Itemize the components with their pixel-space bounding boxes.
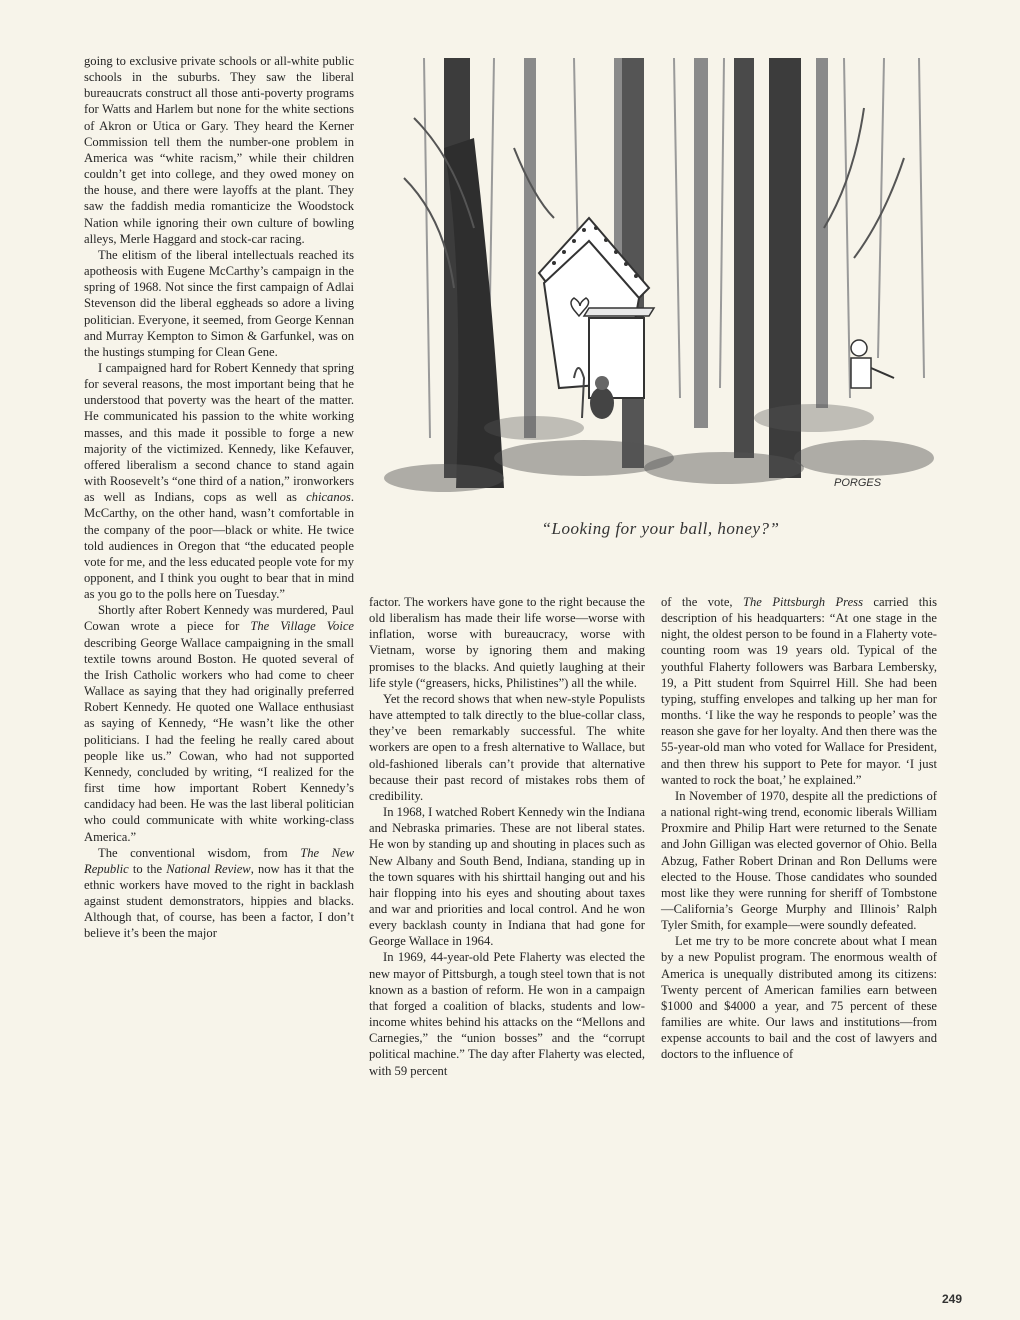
cartoon-signature: PORGES [834,477,882,489]
paragraph: Let me try to be more concrete about what I mean by a new Populist program. The enormous wealth of America is unequally distributed among its citizens: Twenty percent of American families earn between $1000 and $4000 a year, and 75 percent of these families are white. Our laws and institutions—from expense accounts to bail and the cost of lawyers and doctors to the influence of [661,934,937,1062]
paragraph: I campaigned hard for Robert Kennedy that spring for several reasons, the most important being that he understood that poverty was the heart of the matter. He communicated his passion to the white working masses, and this made it possible to forge a new majority of the victimized. Kennedy, like Kefauver, offered liberalism a second chance to stand again with Roosevelt’s “one third of a nation,” ironworkers as well as Indians, cops as well as chicanos. McCarthy, on the other hand, wasn’t comfortable in the company of the poor—black or white. He twice told audiences in Oregon that “the educated people vote for me, and the less educated people vote for my opponent, and I think you ought to bear that in mind as you go to the polls here on Tuesday.” [84,360,354,602]
paragraph: factor. The workers have gone to the right because the old liberalism has made their life worse—worse with inflation, worse with bureaucracy, worse with Vietnam, worse by ignoring them and making promises to the blacks. And quietly laughing at their life style (“greasers, hicks, Philistines”) all the while. [369,595,645,690]
paragraph: of the vote, The Pittsburgh Press carried this description of his headquarters: “At one stage in the night, the oldest person to be found in a Flaherty vote-counting room was 19 years old. Typical of the youthful Flaherty followers was Barbara Lembersky, 19, a Pitt student from Squirrel Hill. She had been typing, stuffing envelopes and talking up her man for months. ‘I like the way he responds to people’ was the reason she gave for her loyalty. And then there was the 55-year-old man who voted for Wallace for President, and then threw his support to Pete for mayor. ‘I just wanted to rock the boat,’ he explained.” [661,595,937,787]
paragraph: Yet the record shows that when new-style Populists have attempted to talk directly to the blue-collar class, they’ve been remarkably successful. The white workers are open to a fresh alternative to Wallace, but old-fashioned liberals can’t provide that alternative because their past record of mistakes robs them of credibility. [369,691,645,803]
article-column-middle [369,594,645,1079]
forest-cartoon-illustration [384,58,937,510]
page-number: 249 [942,1292,963,1306]
paragraph: The conventional wisdom, from The New Republic to the National Review, now has it that the ethnic workers have moved to the right in backlash against student demonstrators, hippies and blacks. Although that, of course, has been a factor, I don’t believe it’s been the major [84,845,354,941]
paragraph: In 1968, I watched Robert Kennedy win the Indiana and Nebraska primaries. These are not liberal states. He won by standing up and shouting in places such as New Albany and South Bend, Indiana, standing up in the town squares with his shirttail hanging out and his hair flopping into his eyes and shouting about taxes and war and priorities and local control. And he won every backlash county in Indiana that had gone for George Wallace in 1964. [369,805,645,949]
paragraph: In 1969, 44-year-old Pete Flaherty was elected the new mayor of Pittsburgh, a tough steel town that is not known as a bastion of reform. He won in a campaign that forged a coalition of blacks, students and low-income whites behind his attacks on the “Mellons and Carnegies,” the “union bosses” and the “corrupt political machine.” The day after Flaherty was elected, with 59 percent [369,950,645,1078]
article-column-right [661,594,937,1063]
cartoon-caption: “Looking for your ball, honey?” [541,519,780,538]
paragraph: In November of 1970, despite all the predictions of a national right-wing trend, economic liberals William Proxmire and Philip Hart were returned to the Senate and John Gilligan was elected governor of Ohio. Bella Abzug, Father Robert Drinan and Ron Dellums were elected to the House. Those candidates who sounded most like they were running for sheriff of Tombstone—California’s George Murphy and Illinois’ Ralph Tyler Smith, for example—were soundly defeated. [661,788,937,933]
paragraph: going to exclusive private schools or all-white public schools in the suburbs. They saw the liberal bureaucrats construct all those anti-poverty programs for Watts and Harlem but none for the white sections of Akron or Utica or Gary. They heard the Kerner Commission tell them the number-one problem in America was “white racism,” while their children couldn’t get into college, and they owed money on the house, and there were layoffs at the plant. They saw the faddish media romanticize the Woodstock Nation while ignoring their own culture of bowling alleys, Merle Haggard and stock-car racing. [84,54,354,246]
paragraph: Shortly after Robert Kennedy was murdered, Paul Cowan wrote a piece for The Village Voice describing George Wallace campaigning in the small textile towns around Boston. He quoted several of the Irish Catholic workers who had come to cheer Wallace as saying that they had originally preferred Robert Kennedy. He quoted one Wallace enthusiast as saying of Kennedy, “He wasn’t like the other politicians. I had the feeling he really cared about people like us.” Cowan, who had not supported Kennedy, concluded by writing, “I realized for the first time how important Robert Kennedy’s candidacy had been. He was the last liberal politician who could communicate with white working-class America.” [84,603,354,844]
paragraph: The elitism of the liberal intellectuals reached its apotheosis with Eugene McCarthy’s campaign in the spring of 1968. Not since the first campaign of Adlai Stevenson did the liberal eggheads so adore a living politician. Everyone, it seemed, from George Kennan and Murray Kempton to Simon & Garfunkel, was on the hustings stumping for Clean Gene. [84,247,354,359]
article-column-left [84,53,354,942]
